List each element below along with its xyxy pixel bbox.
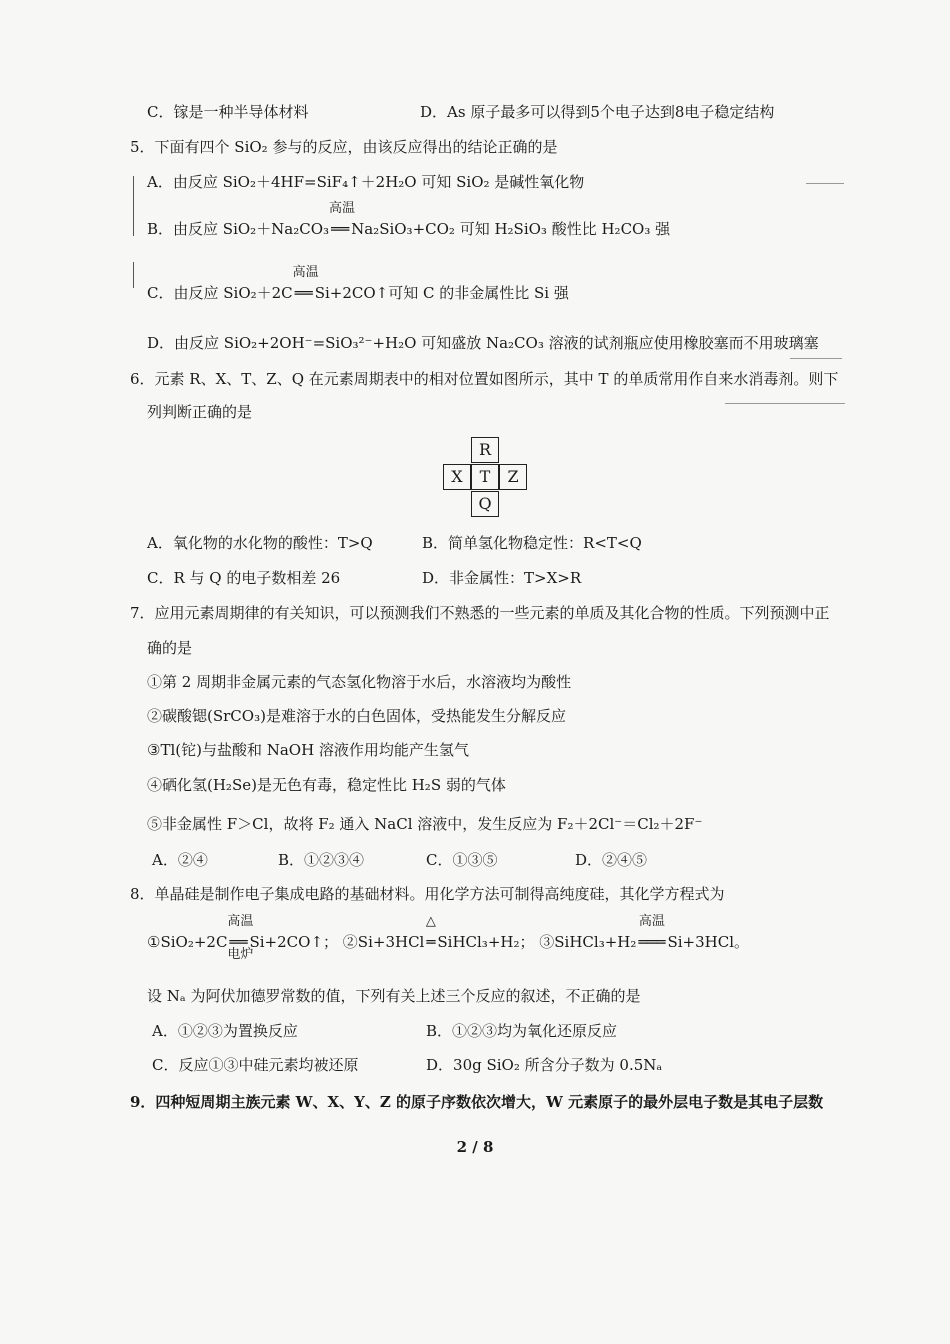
q5-b-prefix: B．由反应 SiO₂＋Na₂CO₃ <box>147 220 330 238</box>
q9-stem: 9．四种短周期主族元素 W、X、Y、Z 的原子序数依次增大，W 元素原子的最外层电子数是其电子层数 <box>130 1093 824 1111</box>
q8-reactions <box>147 914 750 962</box>
grid-cell-t: T <box>471 464 499 490</box>
q5-b-condition: 高温 <box>329 201 356 216</box>
q8-r1-bottom: 电炉 <box>227 947 254 962</box>
q6-option-c: C．R 与 Q 的电子数相差 26 <box>147 569 341 587</box>
q7-option-a: A．②④ <box>152 851 208 869</box>
grid-cell-x: X <box>443 464 471 490</box>
q5-option-b <box>147 201 671 239</box>
grid-cell-r: R <box>471 437 499 463</box>
q8-r2-suffix: SiHCl₃+H₂； <box>437 933 535 951</box>
grid-cell-z: Z <box>499 464 527 490</box>
scan-mark <box>790 358 842 359</box>
q8-option-c: C．反应①③中硅元素均被还原 <box>152 1056 359 1074</box>
q5-stem: 5．下面有四个 SiO₂ 参与的反应，由该反应得出的结论正确的是 <box>130 138 558 156</box>
q8-r1-prefix: ①SiO₂+2C <box>147 933 228 951</box>
q6-option-d: D．非金属性：T>X>R <box>422 569 582 587</box>
q5-c-suffix: Si+2CO↑可知 C 的非金属性比 Si 强 <box>314 284 569 302</box>
q8-r2-prefix: ②Si+3HCl <box>342 933 425 951</box>
q5-b-equation-sign: 高温 ══ <box>329 201 356 238</box>
q8-r1-suffix: Si+2CO↑； <box>249 933 339 951</box>
q5-option-d: D．由反应 SiO₂+2OH⁻=SiO₃²⁻+H₂O 可知盛放 Na₂CO₃ 溶液的试剂瓶应使用橡胶塞而不用玻璃塞 <box>147 334 819 352</box>
q8-r1-top: 高温 <box>227 914 254 929</box>
q5-c-condition: 高温 <box>292 265 319 280</box>
q8-r3-suffix: Si+3HCl。 <box>667 933 750 951</box>
q8-sub-stem: 设 Nₐ 为阿伏加德罗常数的值，下列有关上述三个反应的叙述，不正确的是 <box>147 987 641 1005</box>
q8-stem: 8．单晶硅是制作电子集成电路的基础材料。用化学方法可制得高纯度硅，其化学方程式为 <box>130 885 725 903</box>
q7-item-2: ②碳酸锶(SrCO₃)是难溶于水的白色固体，受热能发生分解反应 <box>147 707 566 725</box>
q6-option-b: B．简单氢化物稳定性：R<T<Q <box>422 534 642 552</box>
q6-stem-line1: 6．元素 R、X、T、Z、Q 在元素周期表中的相对位置如图所示，其中 T 的单质常用作自来水消毒剂。则下 <box>130 370 839 388</box>
scan-mark <box>725 403 845 404</box>
q8-r1-equation-sign: 高温 ══ 电炉 <box>227 914 254 962</box>
q7-item-4: ④硒化氢(H₂Se)是无色有毒，稳定性比 H₂S 弱的气体 <box>147 776 506 794</box>
q4-option-c: C．镓是一种半导体材料 <box>147 103 309 121</box>
q7-stem-line2: 确的是 <box>147 639 193 657</box>
q5-option-a: A．由反应 SiO₂＋4HF=SiF₄↑＋2H₂O 可知 SiO₂ 是碱性氧化物 <box>147 173 585 191</box>
q7-option-c: C．①③⑤ <box>426 851 498 869</box>
q7-item-1: ①第 2 周期非金属元素的气态氢化物溶于水后，水溶液均为酸性 <box>147 673 572 691</box>
q7-item-3: ③Tl(铊)与盐酸和 NaOH 溶液作用均能产生氢气 <box>147 741 469 759</box>
page-number: 2 / 8 <box>456 1138 494 1156</box>
q5-option-c <box>147 265 569 303</box>
q8-option-b: B．①②③均为氧化还原反应 <box>426 1022 618 1040</box>
q8-option-d: D．30g SiO₂ 所含分子数为 0.5Nₐ <box>426 1056 663 1074</box>
q6-option-a: A．氧化物的水化物的酸性：T>Q <box>147 534 373 552</box>
q7-stem-line1: 7．应用元素周期律的有关知识，可以预测我们不熟悉的一些元素的单质及其化合物的性质。下列预测中正 <box>130 604 830 622</box>
q7-item-5: ⑤非金属性 F＞Cl，故将 F₂ 通入 NaCl 溶液中，发生反应为 F₂＋2Cl⁻＝Cl₂＋2F⁻ <box>147 815 703 833</box>
q8-r3-prefix: ③SiHCl₃+H₂ <box>539 933 637 951</box>
periodic-table-fragment <box>441 437 531 517</box>
q8-r2-top: △ <box>425 914 436 929</box>
q5-c-prefix: C．由反应 SiO₂＋2C <box>147 284 293 302</box>
q8-r2-equation-sign: △ ═ <box>425 914 436 951</box>
margin-bracket <box>133 176 134 236</box>
q6-stem-line2: 列判断正确的是 <box>147 403 253 421</box>
q8-r3-equation-sign: 高温 ═══ <box>638 914 666 951</box>
q5-b-suffix: Na₂SiO₃+CO₂ 可知 H₂SiO₃ 酸性比 H₂CO₃ 强 <box>351 220 671 238</box>
margin-bracket <box>133 262 134 288</box>
q5-c-equation-sign: 高温 ══ <box>292 265 319 302</box>
q4-option-d: D．As 原子最多可以得到5个电子达到8电子稳定结构 <box>420 103 775 121</box>
q7-option-d: D．②④⑤ <box>575 851 648 869</box>
grid-cell-q: Q <box>471 491 499 517</box>
q8-r3-top: 高温 <box>638 914 665 929</box>
q8-option-a: A．①②③为置换反应 <box>152 1022 298 1040</box>
scan-mark <box>806 183 844 184</box>
q7-option-b: B．①②③④ <box>278 851 365 869</box>
